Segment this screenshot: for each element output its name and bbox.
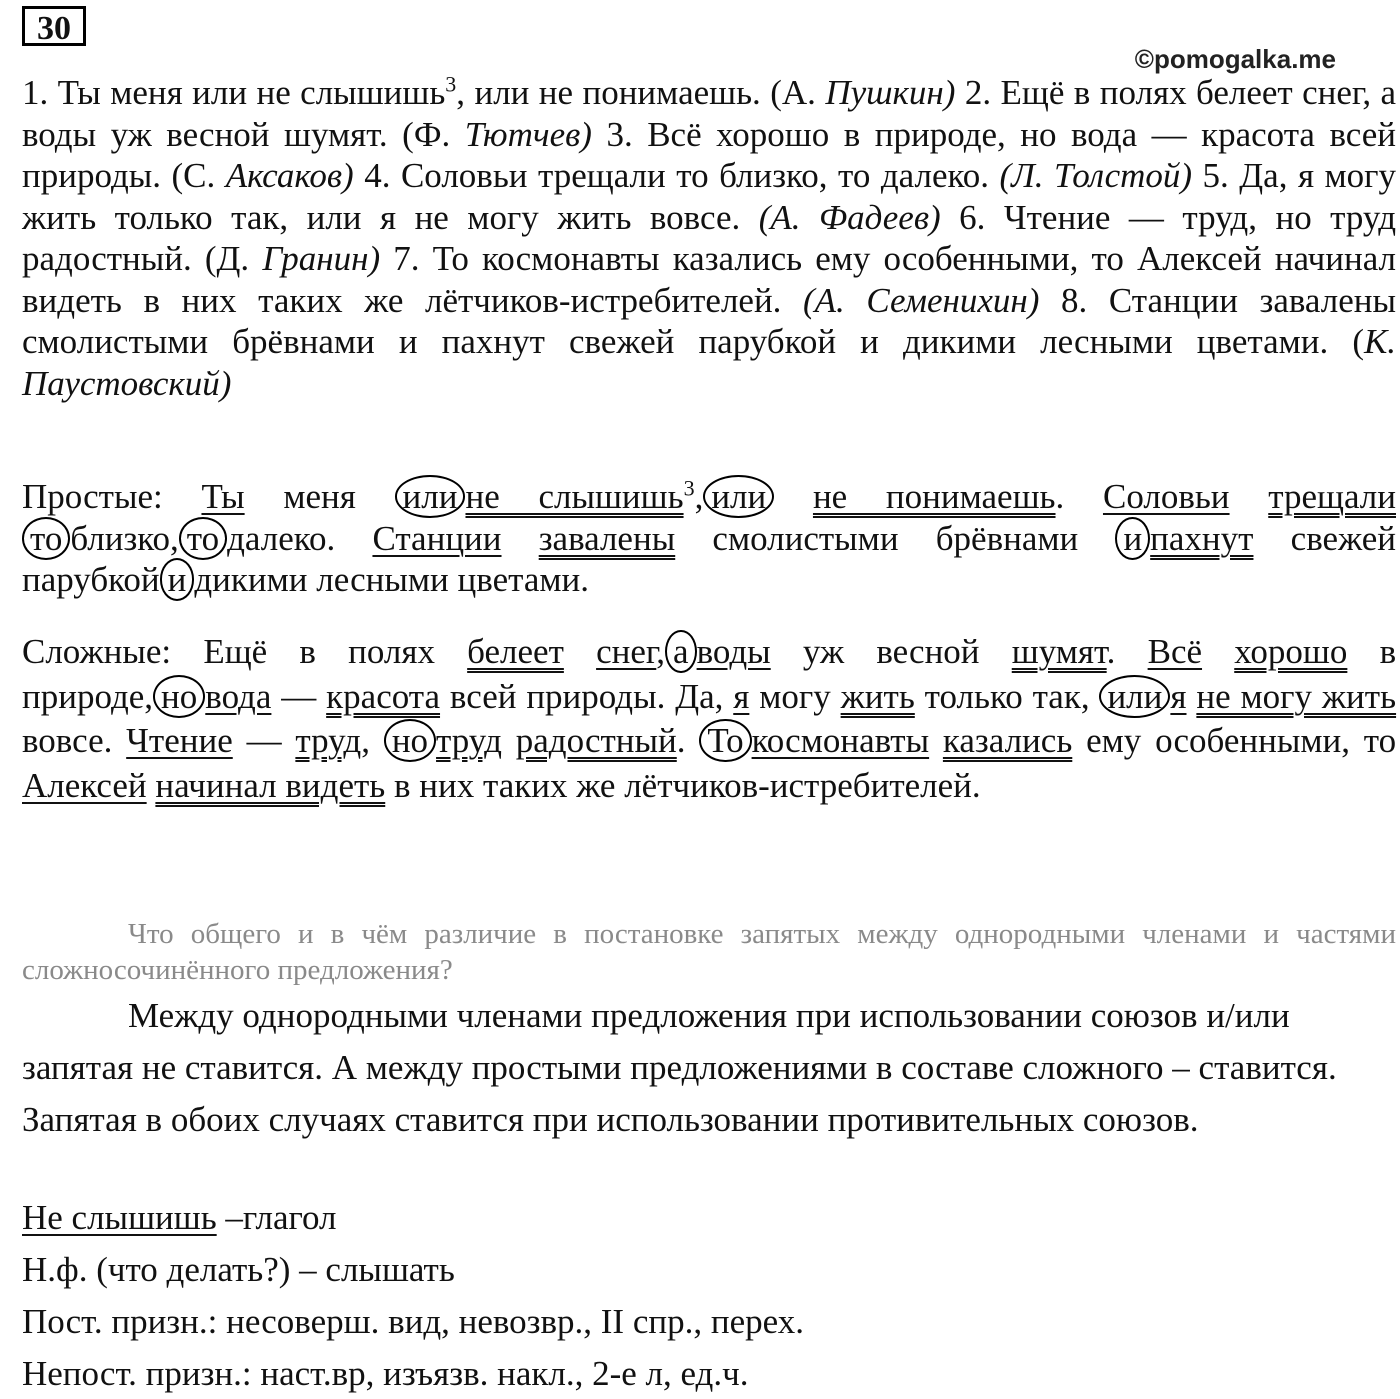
morph-constant-features: Пост. призн.: несоверш. вид, невозвр., II спр., перех. xyxy=(22,1302,804,1341)
watermark: ©pomogalka.me xyxy=(1134,44,1336,74)
simple-sentences: Простые: Ты меня или не слышишь$^3$, или не понимаешь. Соловьи трещали то близко, то далеко. Станции завалены смолистыми брёвнами и пахнут свежей парубкой и дикими лесными цветами. xyxy=(22,475,1397,599)
exercise-text: 1. Ты меня или не слышишь$^3$, или не понимаешь. (А. Пушкин) 2. Ещё в полях белеет снег, а воды уж весной шумят. (Ф. Тютчев) 3. Всё хорошо в природе, но вода — красота всей природы. (С. Аксаков) 4. Соловьи трещали то близко, то далеко. (Л. Толстой) 5. Да, я могу жить только так, или я не могу жить вовсе. (А. Фадеев) 6. Чтение — труд, но труд радостный. (Д. Гранин) 7. То космонавты казались ему особенными, то Алексей начинал видеть в них таких же лётчиков-истребителей. (А. Семенихин) 8. Станции завалены смолистыми брёвнами и пахнут свежей парубкой и дикими лесными цветами. (К. Паустовский) xyxy=(22,71,1397,403)
morph-pos: –глагол xyxy=(216,1198,337,1237)
answer-text: Между однородными членами предложения при использовании союзов и/или запятая не ставится. А между простыми предложениями в составе сложного – ставится. Запятая в обоих случаях ставится при использовании противительных союзов. xyxy=(22,996,1337,1139)
morph-initial-form: Н.ф. (что делать?) – слышать xyxy=(22,1250,455,1289)
complex-sentences: Сложные: Ещё в полях белеет снег, а воды уж весной шумят. Всё хорошо в природе, но вода — красота всей природы. Да, я могу жить только так, или я не могу жить вовсе. Чтение — труд, но труд радостный. То космонавты казались ему особенными, то Алексей начинал видеть в них таких же лётчиков-истребителей. xyxy=(22,632,1397,805)
morph-variable-features: Непост. призн.: наст.вр, изъязв. накл., 2-е л, ед.ч. xyxy=(22,1354,749,1393)
exercise-number: 30 xyxy=(22,6,86,46)
morph-word: Не слышишь xyxy=(22,1198,217,1237)
question-text: Что общего и в чём различие в постановке запятых между однородными членами и частями сложносочинённого предложения? xyxy=(22,918,1396,986)
morph-word-line xyxy=(22,1198,337,1238)
